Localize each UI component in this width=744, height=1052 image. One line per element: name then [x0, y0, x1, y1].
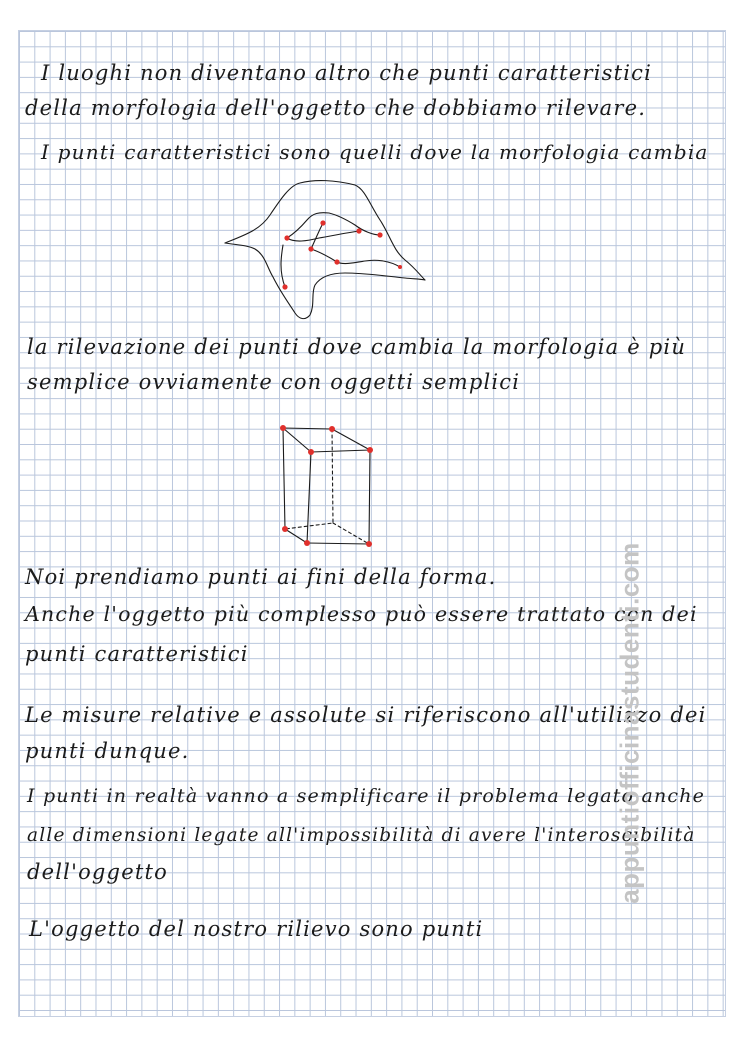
note-line-4: la rilevazione dei punti dove cambia la morfologia è più — [27, 335, 687, 359]
note-line-3: I punti caratteristici sono quelli dove la morfologia cambia — [41, 140, 709, 164]
note-line-8: punti caratteristici — [25, 642, 249, 666]
note-line-11: I punti in realtà vanno a semplificare il problema legato anche — [27, 785, 706, 807]
note-line-9: Le misure relative e assolute si riferiscono all'utilizzo dei — [25, 703, 707, 727]
note-line-6: Noi prendiamo punti ai fini della forma. — [25, 565, 497, 589]
note-line-2: della morfologia dell'oggetto che dobbiamo rilevare. — [25, 96, 647, 120]
watermark — [600, 541, 660, 904]
watermark-text: appuntiofficinastudenti.com — [614, 541, 645, 904]
note-line-7: Anche l'oggetto più complesso può essere trattato con dei — [25, 602, 698, 626]
note-line-14: L'oggetto del nostro rilievo sono punti — [29, 917, 484, 941]
note-line-13: dell'oggetto — [27, 860, 168, 884]
note-line-5: semplice ovviamente con oggetti semplici — [27, 370, 521, 394]
box-sketch — [277, 423, 377, 553]
note-line-12: alle dimensioni legate all'impossibilità di avere l'interoscibilità — [27, 825, 696, 846]
terrain-sketch — [215, 175, 435, 325]
note-line-1: I luoghi non diventano altro che punti caratteristici — [41, 61, 653, 85]
note-line-10: punti dunque. — [25, 739, 190, 763]
